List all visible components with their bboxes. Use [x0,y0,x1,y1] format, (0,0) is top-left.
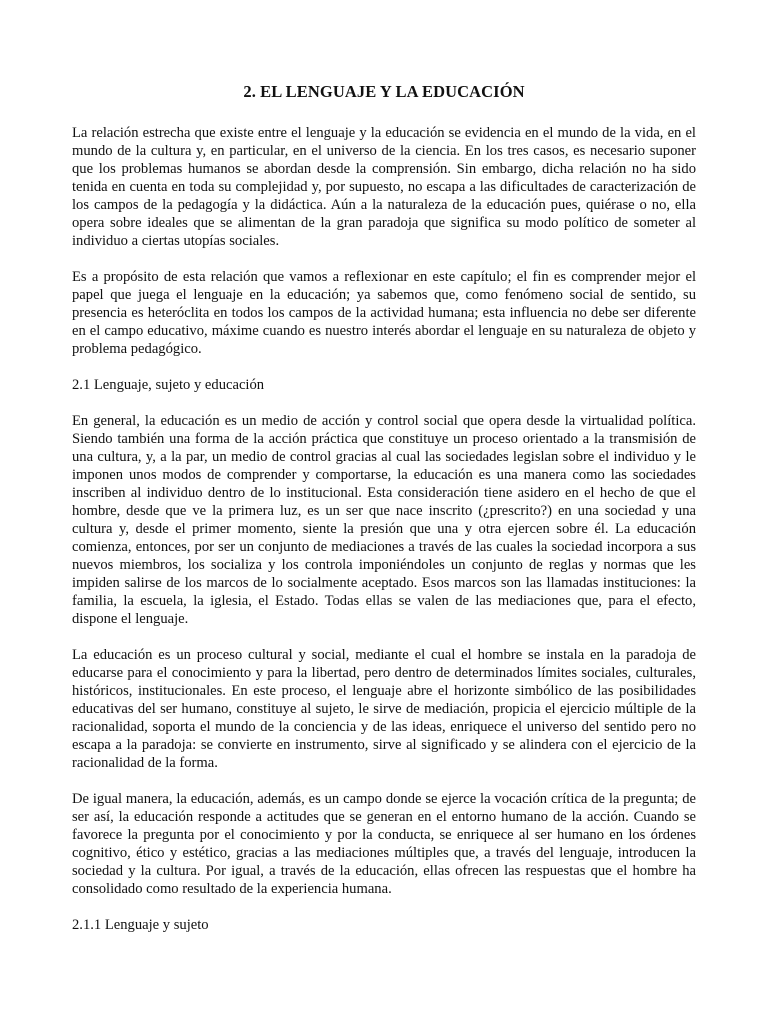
paragraph-education-process: La educación es un proceso cultural y social, mediante el cual el hombre se instala en la paradoja de educarse para el conocimiento y para la libertad, pero dentro de determinados límites sociales, culturales, históricos, institucionales. En este proceso, el lenguaje abre el horizonte simbólico de las posibilidades educativas del ser humano, constituye al sujeto, le sirve de mediación, propicia el ejercicio múltiple de la racionalidad, soporta el mundo de la conciencia y de las ideas, enriquece el universo del sentido pero no escapa a la paradoja: se convierte en instrumento, sirve al significado y se alindera con el ejercicio de la racionalidad de la forma. [72,647,696,771]
chapter-title: 2. EL LENGUAJE Y LA EDUCACIÓN [243,82,525,101]
section-heading-2-1: 2.1 Lenguaje, sujeto y educación [72,377,265,393]
paragraph-intro: La relación estrecha que existe entre el lenguaje y la educación se evidencia en el mundo de la vida, en el mundo de la cultura y, en particular, en el universo de la ciencia. En los tres casos, es necesario suponer que los problemas humanos se abordan desde la comprensión. Sin embargo, dicha relación no ha sido tenida en cuenta en toda su complejidad y, por supuesto, no escapa a las dificultades de caracterización de los campos de la pedagogía y la didáctica. Aún a la naturaleza de la educación pues, quiérase o no, ella opera sobre ideales que se alimentan de la gran paradoja que significa su modo político de someter al individuo a ciertas utopías sociales. [72,125,696,249]
paragraph-education-control: En general, la educación es un medio de acción y control social que opera desde la virtualidad política. Siendo también una forma de la acción práctica que constituye un proceso orientado a la transmisión de una cultura, y, a la par, un medio de control gracias al cual las sociedades legislan sobre el individuo y le imponen unos modos de comprender y comportarse, la educación es una manera como las sociedades inscriben al individuo dentro de lo institucional. Esta consideración tiene asidero en el hecho de que el hombre, desde que ve la primera luz, es un ser que nace inscrito (¿prescrito?) en una sociedad y una cultura y, desde el primer momento, siente la presión que una y otra ejercen sobre él. La educación comienza, entonces, por ser un conjunto de mediaciones a través de las cuales la sociedad incorpora a sus nuevos miembros, los socializa y los controla imponiéndoles un conjunto de reglas y normas que les impiden salirse de los marcos de lo socialmente aceptado. Esos marcos son las llamadas instituciones: la familia, la escuela, la iglesia, el Estado. Todas ellas se valen de las mediaciones que, para el efecto, dispone el lenguaje. [72,413,696,627]
paragraph-purpose: Es a propósito de esta relación que vamos a reflexionar en este capítulo; el fin es comprender mejor el papel que juega el lenguaje en la educación; ya sabemos que, como fenómeno social de sentido, su presencia es heteróclita en todos los campos de la actividad humana; esta influencia no debe ser diferente en el campo educativo, máxime cuando es nuestro interés abordar el lenguaje en su naturaleza de objeto y problema pedagógico. [72,269,696,357]
paragraph-critical-question: De igual manera, la educación, además, es un campo donde se ejerce la vocación crítica de la pregunta; de ser así, la educación responde a actitudes que se generan en el entorno humano de la acción. Cuando se favorece la pregunta por el conocimiento y por la conducta, se enriquece al ser humano en los órdenes cognitivo, ético y estético, gracias a las mediaciones múltiples que, a través del lenguaje, introducen la sociedad y la cultura. Por igual, a través de la educación, ellas ofrecen las respuestas que el hombre ha consolidado como resultado de la experiencia humana. [72,791,696,897]
section-heading-2-1-1: 2.1.1 Lenguaje y sujeto [72,917,209,933]
